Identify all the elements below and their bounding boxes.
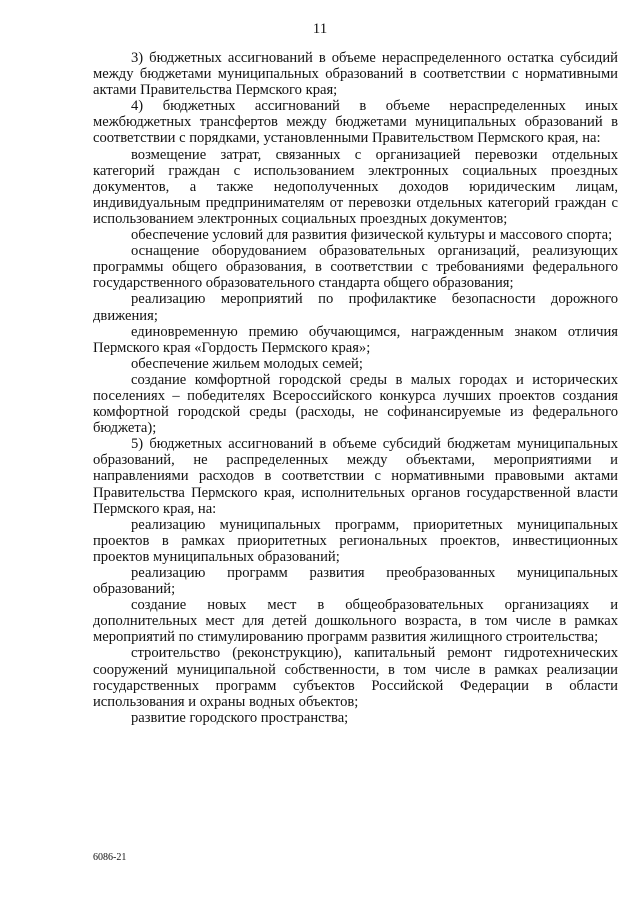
paragraph-urban-space: развитие городского пространства; bbox=[131, 709, 349, 726]
paragraph-urban-environment: создание комфортной городской среды в малых городах и исторических поселениях – победителях Всероссийского конкурса лучших проектов создания комфортной городской среды (расходы, не софинансируемые из федерального бюджета); bbox=[93, 371, 618, 437]
paragraph-young-families-housing: обеспечение жильем молодых семей; bbox=[131, 355, 363, 372]
document-code: 6086-21 bbox=[93, 852, 127, 863]
paragraph-item-3: 3) бюджетных ассигнований в объеме нераспределенного остатка субсидий между бюджетами муниципальных образований в соответствии с нормативными актами Правительства Пермского края; bbox=[93, 50, 618, 99]
paragraph-hydraulic-structures: строительство (реконструкцию), капитальный ремонт гидротехнических сооружений муниципальной собственности, в том числе в рамках реализации государственных программ субъектов Российской Федерации в области использования и охраны водных объектов; bbox=[93, 645, 618, 710]
page-number: 11 bbox=[312, 21, 328, 37]
paragraph-municipal-programs: реализацию муниципальных программ, приоритетных муниципальных проектов в рамках приоритетных региональных проектов, инвестиционных проектов муниципальных образований; bbox=[93, 516, 618, 565]
paragraph-item-5: 5) бюджетных ассигнований в объеме субсидий бюджетам муниципальных образований, не распределенных между объектами, мероприятиями и направлениями расходов в соответствии с нормативными правовыми актами Правительства Пермского края, исполнительных органов государственной власти Пермского края, на: bbox=[93, 436, 618, 517]
paragraph-road-safety: реализацию мероприятий по профилактике безопасности дорожного движения; bbox=[93, 291, 618, 324]
paragraph-student-award: единовременную премию обучающимся, награжденным знаком отличия Пермского края «Гордость Пермского края»; bbox=[93, 323, 618, 356]
paragraph-transport-compensation: возмещение затрат, связанных с организацией перевозки отдельных категорий граждан с использованием электронных социальных проездных документов, а также недополученных доходов юридическим лицам, индивидуальным предпринимателям от перевозки отдельных категорий граждан с использованием электронных социальных проездных документов; bbox=[93, 146, 618, 227]
paragraph-school-equipment: оснащение оборудованием образовательных организаций, реализующих программы общего образования, в соответствии с требованиями федерального государственного образовательного стандарта общего образования; bbox=[93, 243, 618, 292]
paragraph-new-school-places: создание новых мест в общеобразовательных организациях и дополнительных мест для детей дошкольного возраста, в том числе в рамках мероприятий по стимулированию программ развития жилищного строительства; bbox=[93, 597, 618, 646]
document-body bbox=[93, 50, 618, 726]
paragraph-physical-culture: обеспечение условий для развития физической культуры и массового спорта; bbox=[131, 227, 613, 244]
paragraph-transformed-municipalities: реализацию программ развития преобразованных муниципальных образований; bbox=[93, 565, 618, 598]
paragraph-item-4: 4) бюджетных ассигнований в объеме нераспределенных иных межбюджетных трансфертов между бюджетами муниципальных образований в соответствии с порядками, установленными Правительством Пермского края, на: bbox=[93, 98, 618, 147]
